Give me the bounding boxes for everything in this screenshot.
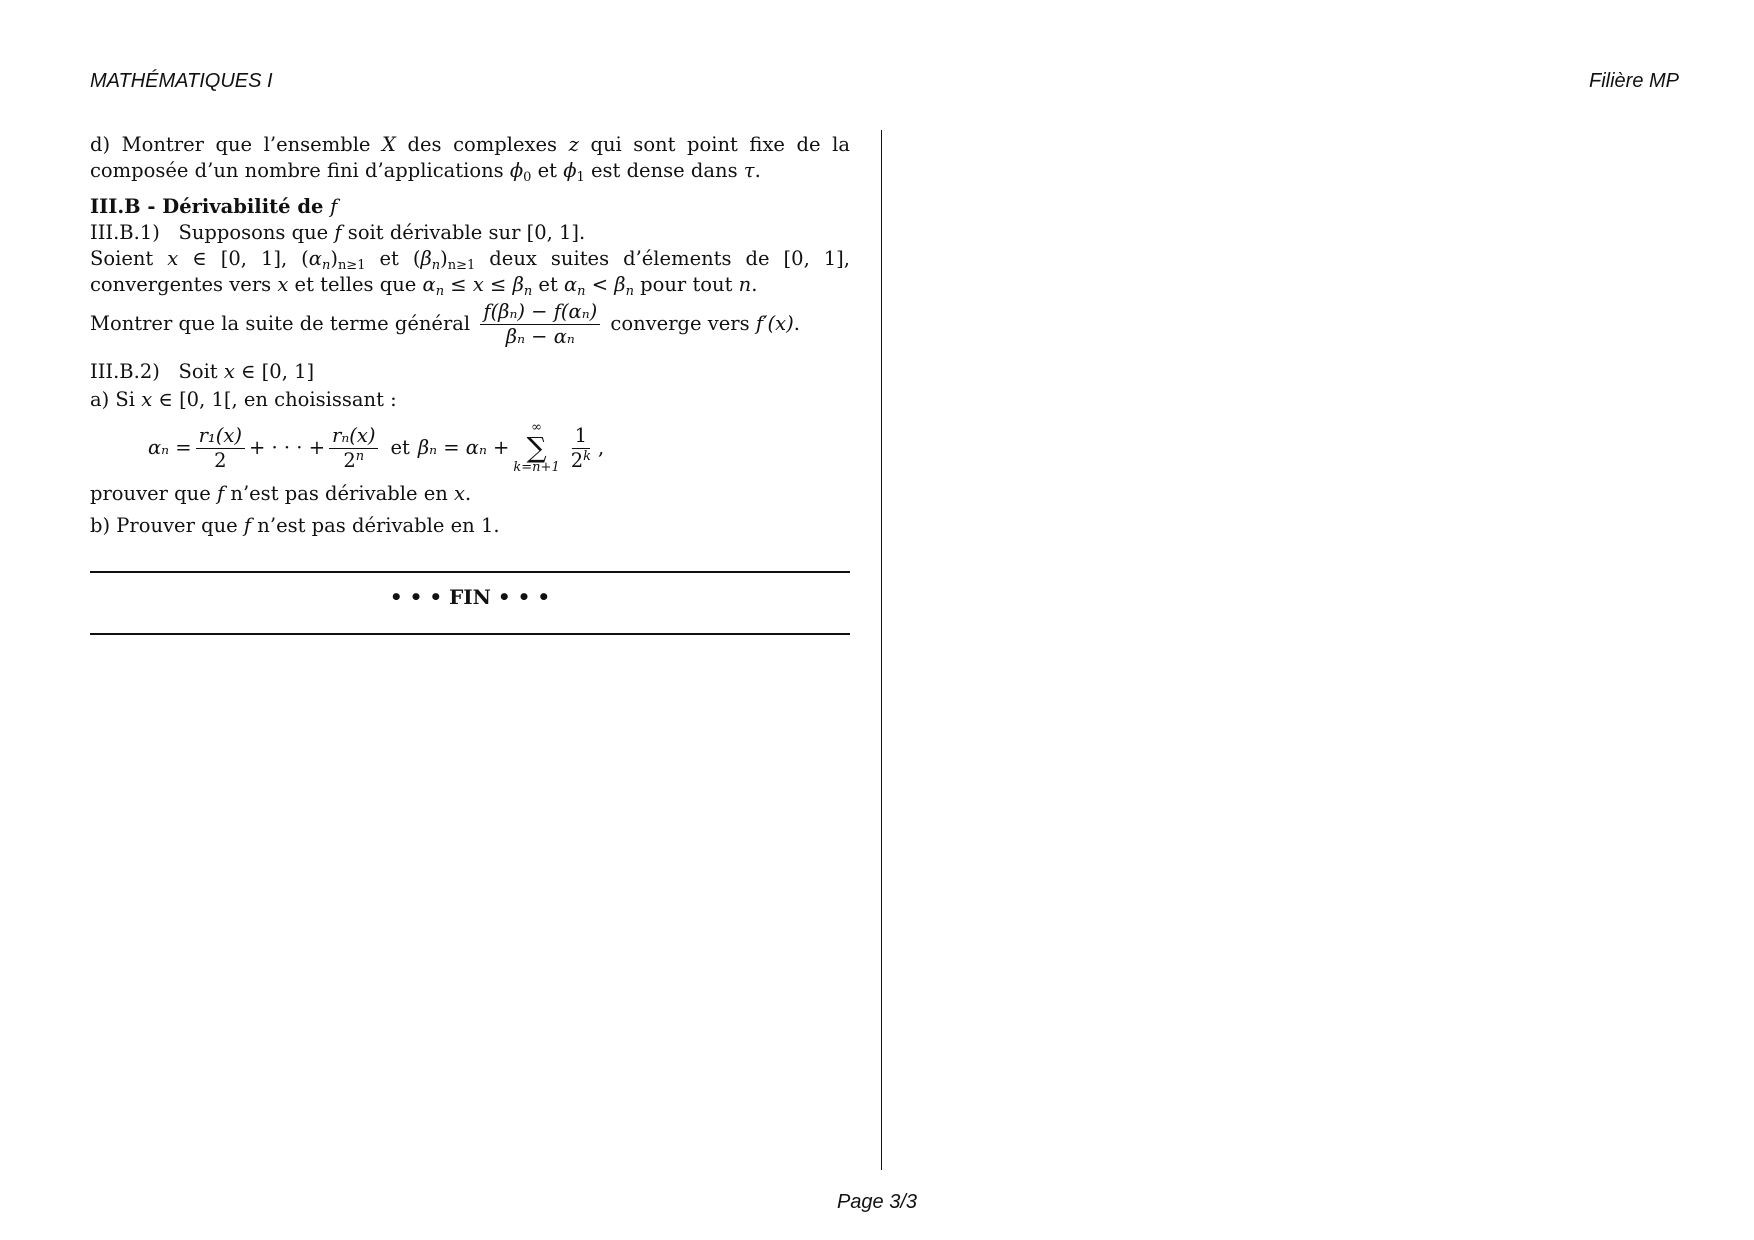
display-equation: αₙ = $\frac{\text{r₁(x)}}{2}$ + · · · + $\frac{\text{rₙ(x)}}{2^n}$ et βₙ = αₙ + ∞ ∑ k=n+1 $\frac{1}{2^k}$ ,	[148, 420, 605, 475]
left-column	[90, 132, 850, 539]
question-b: b) Prouver que f n’est pas dérivable en 1.	[90, 514, 500, 537]
question-a: a) Si x ∈ [0, 1[, en choisissant :	[90, 388, 397, 411]
fin-marker: • • • FIN • • •	[389, 585, 551, 609]
difference-quotient: $\frac{\text{f(βₙ) − f(αₙ)}}{\text{βₙ − αₙ}}$	[480, 300, 600, 349]
end-rule-top	[90, 571, 850, 573]
question-iii-b-2: III.B.2) Soit x ∈ [0, 1]	[90, 360, 315, 383]
end-rule-bottom	[90, 633, 850, 635]
question-iii-b-1: III.B.1) Supposons que f soit dérivable sur [0, 1]. Soient x ∈ [0, 1], $(\alpha_n)_{n\ge 1}$ et $(\beta_n)_{n\ge 1}$ deux suites d’élements de [0, 1], convergentes vers x et telles que $\alpha_n \le x \le \beta_n$ et $\alpha_n < \beta_n$ pour tout n.	[90, 221, 850, 299]
section-title: III.B - Dérivabilité de f	[90, 195, 338, 218]
column-divider	[881, 130, 882, 1170]
header-track: Filière MP	[1588, 70, 1679, 92]
question-d: d) Montrer que l’ensemble X des complexes z qui sont point fixe de la composée d’un nombre fini d’applications $\phi_0$ et $\phi_1$ est dense dans τ.	[90, 133, 850, 185]
header-subject: MATHÉMATIQUES I	[90, 70, 273, 92]
page-number: Page 3/3	[836, 1191, 918, 1213]
sum-symbol: ∞ ∑ k=n+1	[513, 420, 560, 475]
question-iii-b-1-conclusion: Montrer que la suite de terme général $\frac{\text{f(βₙ) − f(αₙ)}}{\text{βₙ − αₙ}}$ converge vers f′(x).	[90, 300, 800, 348]
question-a-conclusion: prouver que f n’est pas dérivable en x.	[90, 482, 472, 505]
